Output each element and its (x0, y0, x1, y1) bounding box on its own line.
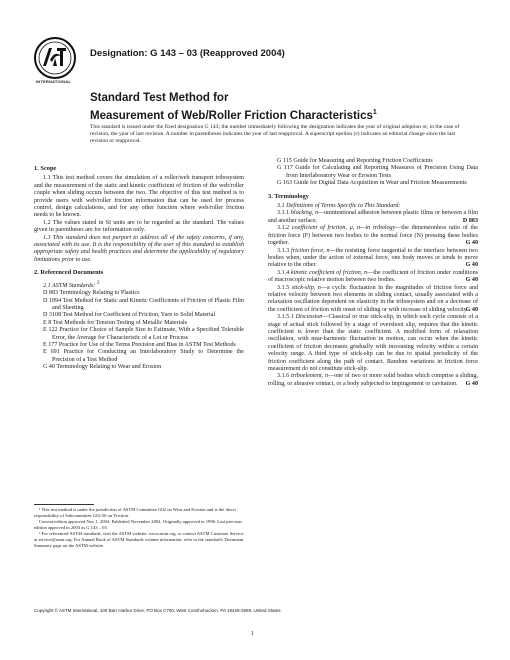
def-text: —a cyclic fluctuation in the magnitudes of friction force and relative velocity between two elements in sliding contact, usually associated with a relaxation oscillation dependent on elasticity in the tribosystem and on a decrease of the coefficient of friction with onset of sliding or with increase of sliding velocity. (268, 284, 478, 313)
title-footnote-mark: 1 (372, 108, 377, 116)
def-num: 3.1.5 (277, 284, 290, 291)
def-num: 3.1.6 (277, 373, 290, 380)
terminology-heading: 3. Terminology (268, 192, 309, 200)
left-column (34, 160, 244, 372)
ref-e8: E 8 Test Methods for Tension Testing of Metallic Materials (43, 319, 188, 326)
def-term: coefficient of friction, μ, n—in tribology (291, 225, 396, 232)
def-term: blocking, n (290, 210, 319, 217)
ref-g115: G 115 Guide for Measuring and Reporting Friction Coefficients (277, 158, 433, 164)
ref-e177: E 177 Practice for Use of the Terms Precision and Bias in ASTM Test Methods (43, 341, 236, 348)
scope-1-1: 1.1 This test method covers the simulation of a roller/web transport tribosystem and the measurement of the static and kinetic coefficient of friction of the web/roller couple when sliding occurs between the two. The objective of this test method is to provide users with web/roller friction information that can be used for process control, design calculations, and for any other function where web/roller friction needs to be known. (34, 175, 244, 219)
def-ref: G 40 (465, 380, 478, 387)
footnote-divider (34, 504, 94, 505)
terminology-sub: 3.1 Definitions of Terms Specific to This Standard: (277, 203, 401, 210)
def-num: 3.1.2 (277, 225, 290, 232)
title-text: Measurement of Web/Roller Friction Characteristics (90, 109, 373, 122)
astm-standards-label: 2.1 ASTM Standards: (43, 282, 96, 289)
def-ref: G 40 (465, 262, 478, 269)
ref-g40: G 40 Terminology Relating to Wear and Erosion (43, 364, 162, 371)
def-ref: G 40 (465, 306, 478, 313)
def-ref: G 40 (465, 277, 478, 284)
def-term: stick-slip, n (291, 284, 321, 291)
ref-g117: G 117 Guide for Calculating and Reporting Measures of Precision Using Data from Interlaboratory Wear or Erosion Tests (277, 165, 478, 179)
def-3-1-6 (268, 373, 478, 388)
def-term: Discussion (295, 314, 323, 321)
ref-d1894: D 1894 Test Method for Static and Kinetic Coefficients of Friction of Plastic Film and Sheeting (43, 297, 244, 311)
def-3-1-5 (268, 285, 478, 315)
ref-e691: E 691 Practice for Conducting an Interlaboratory Study to Determine the Precision of a Test Method (43, 349, 244, 363)
copyright-notice: Copyright © ASTM International, 100 Barr Harbor Drive, PO Box C700, West Conshohocken, PA 19428-2959, United States. (34, 608, 282, 613)
def-ref: D 883 (462, 217, 478, 224)
page-number: 1 (251, 630, 255, 637)
def-ref: G 40 (465, 240, 478, 247)
astm-logo (33, 36, 77, 80)
astm-standards-sub (34, 280, 244, 290)
def-text: —the resisting force tangential to the interface between two bodies when, under the action of external force, one body moves or tends to move relative to the other. (268, 247, 479, 269)
footnote-1: ¹ This test method is under the jurisdiction of ASTM Committee G02 on Wear and Erosion and is the direct responsibility of Subcommittee G02.50 on Friction. (34, 507, 236, 518)
ref-d3108: D 3108 Test Method for Coefficient of Friction, Yarn to Solid Material (43, 312, 216, 319)
footnotes (34, 507, 244, 549)
right-column (268, 158, 478, 388)
astm-standards-mark: 2 (96, 279, 100, 286)
def-text: —one of two or more solid bodies which comprise a sliding, rolling, or abrasive contact, or a body subjected to impingement or cavitation. (268, 373, 478, 387)
def-3-1-5-1 (268, 314, 478, 373)
def-term: triboelement, n (290, 373, 329, 380)
def-text: —unintentional adhesion between plastic films or between a film and another surface. (268, 210, 479, 224)
references-heading: 2. Referenced Documents (34, 269, 104, 277)
logo-caption: INTERNATIONAL (36, 79, 71, 84)
designation: Designation: G 143 – 03 (Reapproved 2004) (90, 48, 285, 59)
ref-d883: D 883 Terminology Relating to Plastics (43, 290, 140, 297)
preamble: This standard is issued under the fixed designation G 143; the number immediately following the designation indicates the year of original adoption or, in the case of revision, the year of last revision. A number in parentheses indicates the year of last reapproval. A superscript epsilon (ε) indicates an editorial change since the last revision or reapproval. (90, 124, 460, 144)
def-num: 3.1.5.1 (277, 314, 294, 321)
footnote-2: ² For referenced ASTM standards, visit the ASTM website, www.astm.org, or contact ASTM Customer Service at service@astm.org. For Annual Book of ASTM Standards volume information, refer to the standard's Document Summary page on the ASTM website. (34, 531, 244, 548)
def-num: 3.1.1 (277, 210, 290, 217)
ref-g163: G 163 Guide for Digital Data Acquisition in Wear and Friction Measurements (277, 180, 467, 187)
ref-e122: E 122 Practice for Choice of Sample Size to Estimate, With a Specified Tolerable Error, the Average for Characteristic of a Lot or Process (43, 327, 244, 341)
scope-1-2: 1.2 The values stated in SI units are to be regarded as the standard. The values given in parentheses are for information only. (34, 219, 244, 234)
astm-logo-icon (33, 36, 77, 80)
def-term: kinetic coefficient of friction, n (291, 269, 368, 276)
def-num: 3.1.3 (277, 247, 290, 254)
def-term: friction force, n (291, 247, 330, 254)
document-title (90, 92, 377, 123)
def-num: 3.1.4 (277, 269, 290, 276)
def-text: —the coefficient of friction under conditions of macroscopic relative motion between two bodies. (268, 269, 478, 284)
def-text: —the dimensionless ratio of the friction force (F) between two bodies to the normal force (N) pressing these bodies together. (268, 225, 478, 247)
def-text: —Classical or true stick-slip, in which each cycle consists of a stage of actual stick followed by a stage of overshoot slip, requires that the kinetic coefficient is lower than the static coefficient. A modified form of relaxation oscillation, with near-harmonic fluctuation in motion, can occur when the kinetic coefficient of friction decreases gradually with increasing velocity within a certain velocity range. A third type of stick-slip can be due to spatial periodicity of the friction coefficient along the path of contact. Random variations in friction force measurement do not constitute stick-slip. (268, 314, 478, 373)
scope-1-3: 1.3 This standard does not purport to address all of the safety concerns, if any, associated with its use. It is the responsibility of the user of this standard to establish appropriate safety and health practices and determine the applicability of regulatory limitations prior to use. (34, 234, 244, 263)
scope-heading: 1. Scope (34, 165, 57, 172)
title-line-2 (90, 106, 377, 123)
footnote-1-edition: Current edition approved Nov 1, 2004. Published November 2004. Originally approved in 1996. Last previous edition approved in 2003 as G 143 – 03. (34, 519, 243, 530)
title-line-1: Standard Test Method for (90, 92, 229, 104)
